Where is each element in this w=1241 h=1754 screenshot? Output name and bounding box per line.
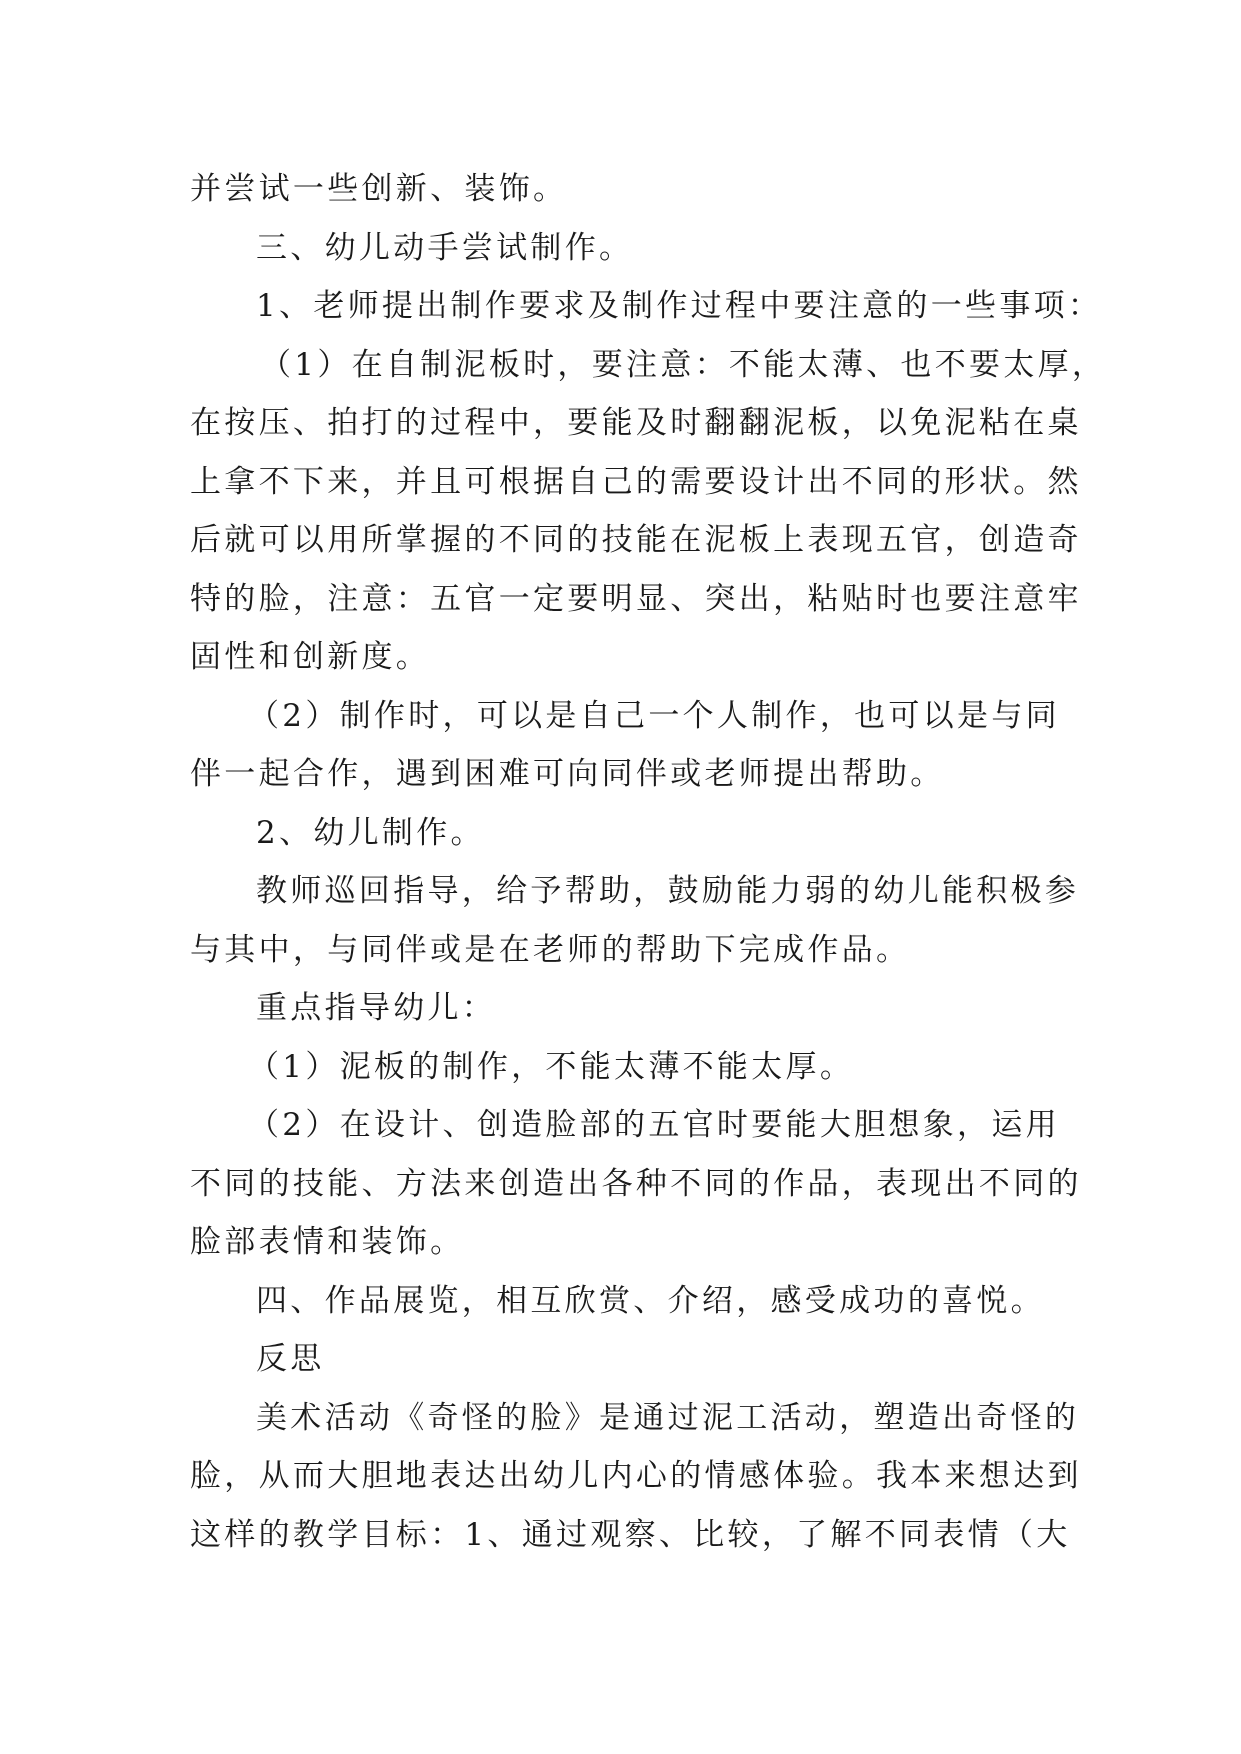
text-line: （1）泥板的制作，不能太薄不能太厚。 [248,1048,855,1085]
text-line: 伴一起合作，遇到困难可向同伴或老师提出帮助。 [190,756,945,792]
text-line: 在按压、拍打的过程中，要能及时翻翻泥板，以免泥粘在桌 [190,405,1082,441]
section-heading: 四、作品展览，相互欣赏、介绍，感受成功的喜悦。 [256,1282,1045,1319]
text-line: 并尝试一些创新、装饰。 [190,171,568,207]
section-heading: 三、幼儿动手尝试制作。 [256,229,634,266]
text-line: 上拿不下来，并且可根据自己的需要设计出不同的形状。然 [190,463,1082,500]
text-line: （2）制作时，可以是自己一个人制作，也可以是与同 [248,697,1060,734]
text-line: 2、幼儿制作。 [256,814,485,851]
text-line: 脸，从而大胆地表达出幼儿内心的情感体验。我本来想达到 [190,1458,1082,1494]
section-heading: 反思 [256,1341,325,1377]
text-line: 不同的技能、方法来创造出各种不同的作品，表现出不同的 [190,1165,1082,1202]
text-line: 1、老师提出制作要求及制作过程中要注意的一些事项： [256,288,1103,324]
text-line: （1）在自制泥板时，要注意：不能太薄、也不要太厚， [260,346,1107,383]
text-line: 这样的教学目标：1、通过观察、比较，了解不同表情（大 [190,1516,1071,1553]
text-line: 与其中，与同伴或是在老师的帮助下完成作品。 [190,931,911,968]
text-line: 脸部表情和装饰。 [190,1224,465,1260]
text-line: 特的脸，注意：五官一定要明显、突出，粘贴时也要注意牢 [190,580,1082,617]
document-body [190,160,1107,1564]
text-line: 固性和创新度。 [190,639,431,675]
text-line: 美术活动《奇怪的脸》是通过泥工活动，塑造出奇怪的 [256,1399,1080,1436]
text-line: 重点指导幼儿： [256,990,497,1026]
text-line: 教师巡回指导，给予帮助，鼓励能力弱的幼儿能积极参 [256,873,1080,909]
text-line: （2）在设计、创造脸部的五官时要能大胆想象，运用 [248,1107,1060,1143]
text-line: 后就可以用所掌握的不同的技能在泥板上表现五官，创造奇 [190,522,1082,558]
